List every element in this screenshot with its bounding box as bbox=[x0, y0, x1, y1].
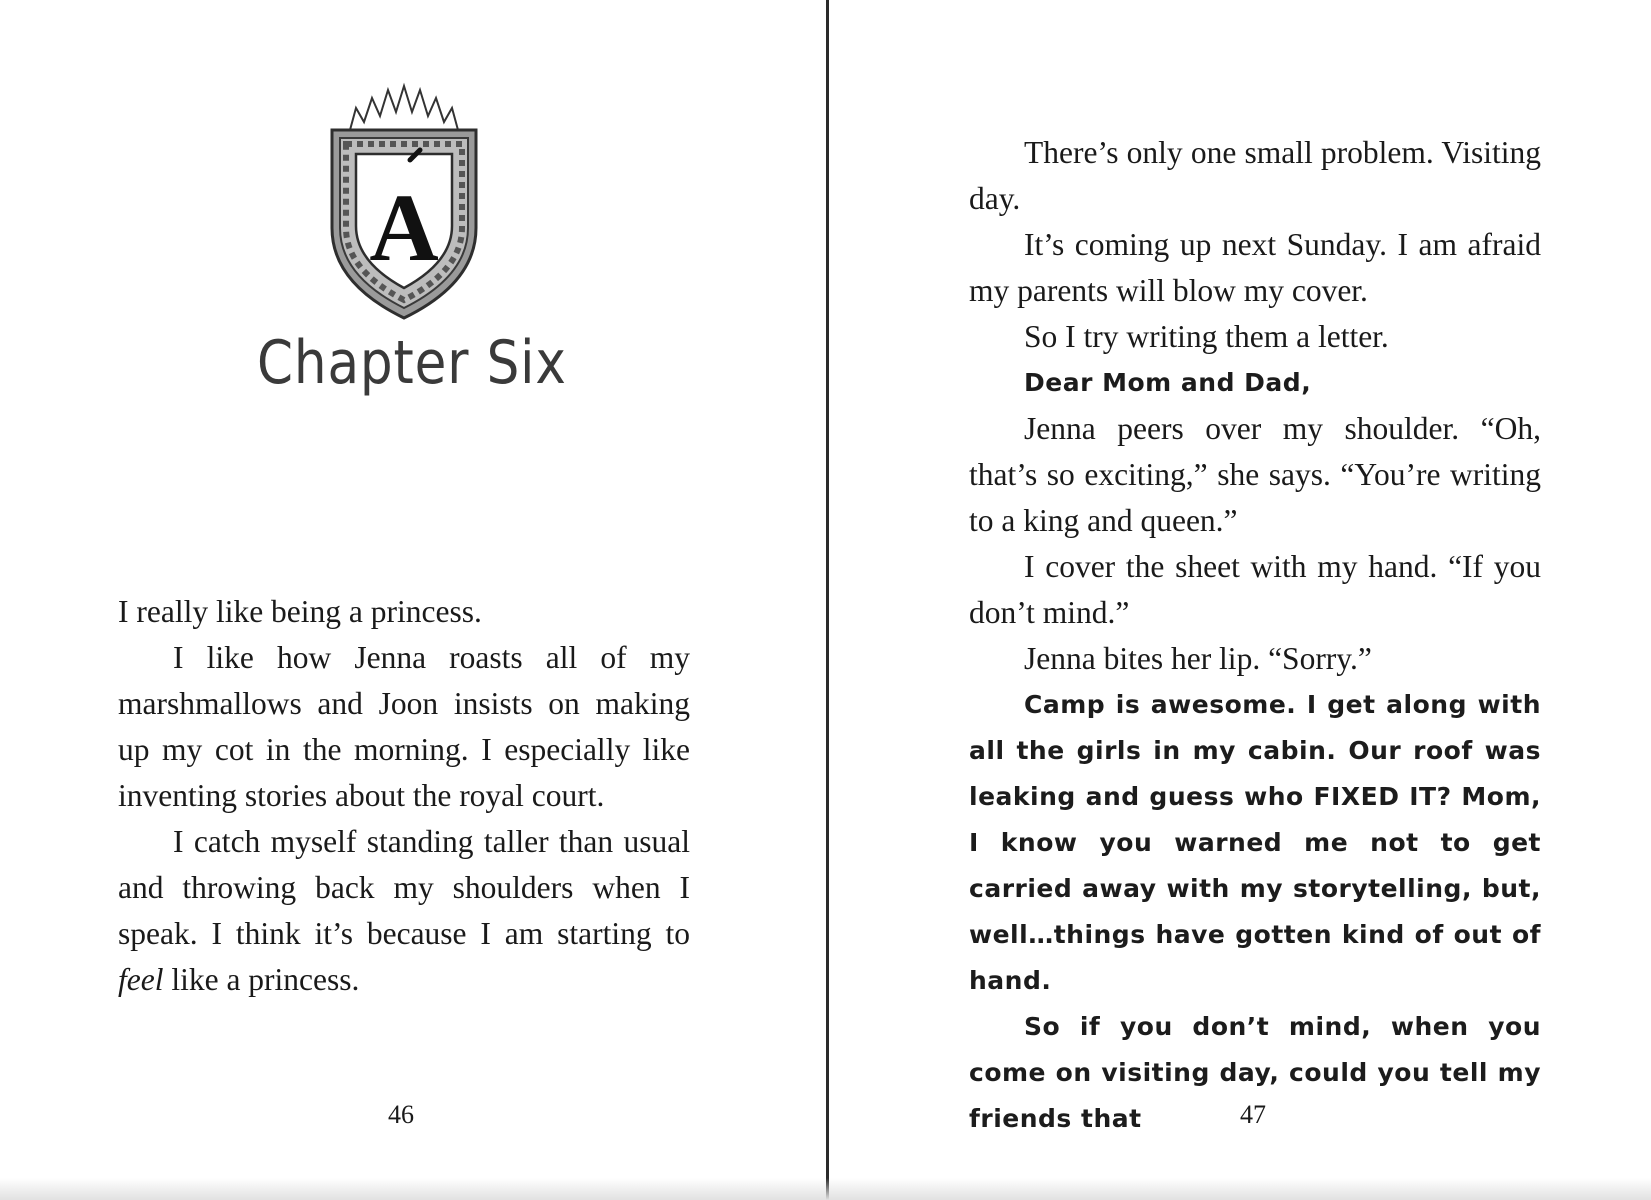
paragraph: Jenna bites her lip. “Sorry.” bbox=[1024, 641, 1372, 676]
paragraph-text: I catch myself standing taller than usual and throwing back my shoulders when I speak. I think it’s because I am starting to bbox=[118, 824, 690, 951]
paragraph: I really like being a princess. bbox=[118, 594, 482, 629]
page-number: 46 bbox=[388, 1100, 414, 1129]
paragraph-text-end: like a princess. bbox=[163, 962, 360, 997]
letter-paragraph: So if you don’t mind, when you come on visiting day, could you tell my friends that bbox=[969, 1012, 1541, 1133]
right-body-text bbox=[969, 130, 1541, 1142]
emphasized-word: feel bbox=[118, 962, 164, 997]
left-body-text bbox=[118, 589, 690, 1003]
bottom-shadow bbox=[0, 1178, 1651, 1200]
paragraph: I like how Jenna roasts all of my marshmallows and Joon insists on making up my cot in the morning. I especially like inventing stories about the royal court. bbox=[118, 640, 690, 813]
paragraph: It’s coming up next Sunday. I am afraid my parents will blow my cover. bbox=[969, 227, 1541, 308]
chapter-title: Chapter Six bbox=[256, 328, 567, 398]
page-number: 47 bbox=[1240, 1100, 1266, 1129]
paragraph: Jenna peers over my shoulder. “Oh, that’s so exciting,” she says. “You’re writing to a king and queen.” bbox=[969, 411, 1541, 538]
letter-salutation: Dear Mom and Dad, bbox=[1024, 368, 1312, 397]
paragraph: I cover the sheet with my hand. “If you don’t mind.” bbox=[969, 549, 1541, 630]
paragraph: There’s only one small problem. Visiting day. bbox=[969, 135, 1541, 216]
crest-shield-icon bbox=[328, 78, 480, 323]
chapter-letter: A bbox=[369, 174, 439, 281]
letter-paragraph: Camp is awesome. I get along with all the girls in my cabin. Our roof was leaking and guess who FIXED IT? Mom, I know you warned me not to get carried away with my storytelling, but, well…things have gotten kind of out of hand. bbox=[969, 690, 1541, 995]
paragraph bbox=[118, 819, 690, 1003]
paragraph: So I try writing them a letter. bbox=[1024, 319, 1389, 354]
